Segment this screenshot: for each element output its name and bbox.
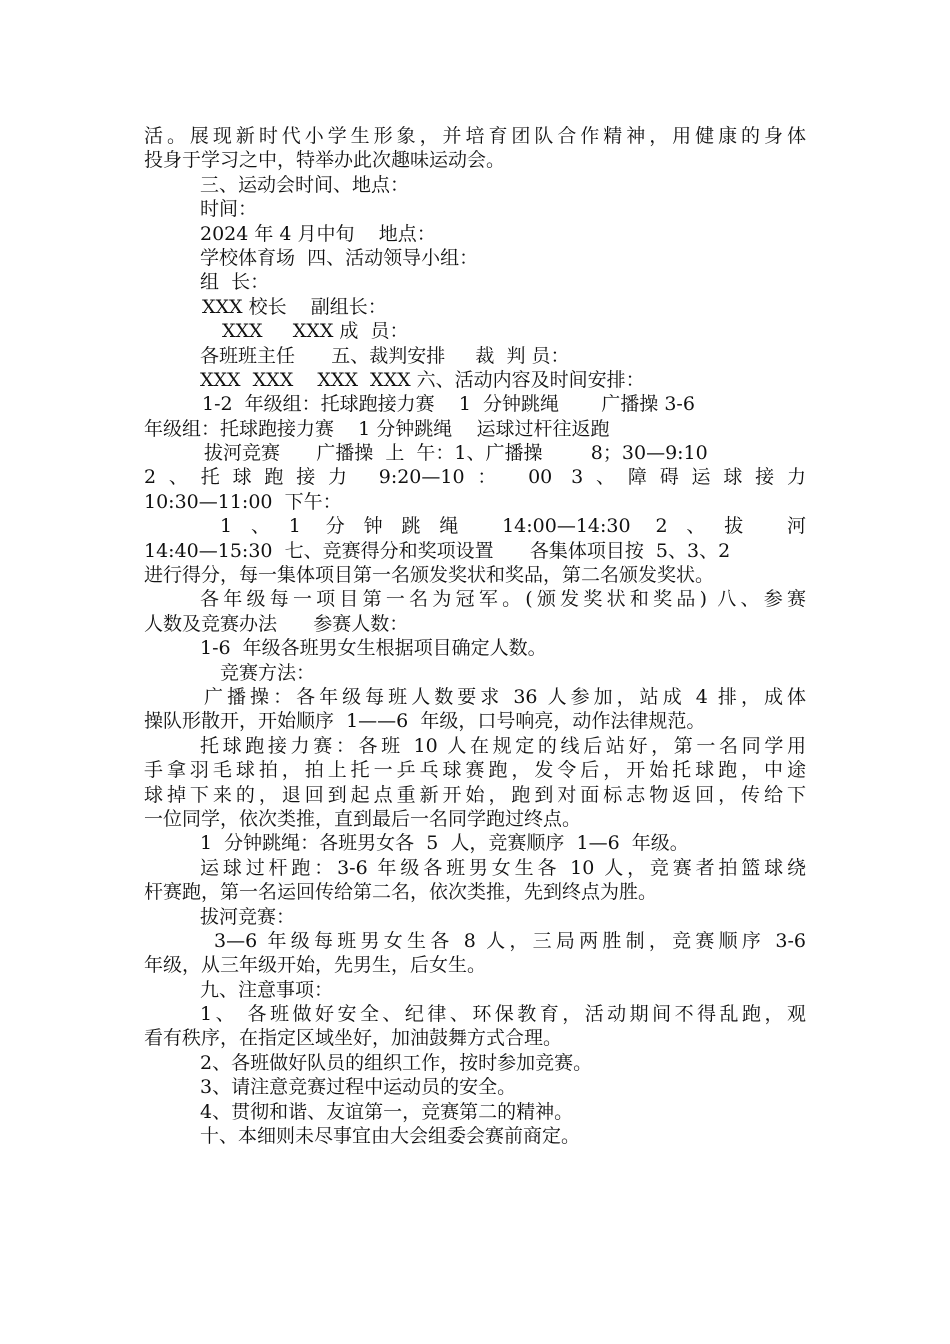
text-line: 球掉下来的，退回到起点重新开始，跑到对面标志物返回，传给下 xyxy=(144,783,806,806)
text-line: 投身于学习之中，特举办此次趣味运动会。 xyxy=(144,149,506,172)
text-line: 拔河竞赛 广播操 上 午：1、广播操 8；30—9:10 xyxy=(204,442,708,465)
text-line: 各年级每一项目第一名为冠军。(颁发奖状和奖品) 八、参赛 xyxy=(200,588,806,611)
text-line: XXX XXX 成 员： xyxy=(222,320,409,343)
text-line: 年级组：托球跑接力赛 1 分钟跳绳 运球过杆往返跑 xyxy=(144,417,610,440)
text-line: 三、运动会时间、地点： xyxy=(200,173,410,196)
text-line: 手拿羽毛球拍，拍上托一乒乓球赛跑，发令后，开始托球跑，中途 xyxy=(144,759,806,782)
text-line: 14:40—15:30 七、竞赛得分和奖项设置 各集体项目按 5、3、2 xyxy=(144,539,731,562)
text-line: 4、贯彻和谐、友谊第一，竞赛第二的精神。 xyxy=(200,1100,574,1123)
text-line: XXX XXX XXX XXX 六、活动内容及时间安排： xyxy=(200,368,645,391)
text-line: 运球过杆跑：3-6 年级各班男女生各 10 人，竞赛者拍篮球绕 xyxy=(200,856,806,879)
text-line: 2024 年 4 月中旬 地点： xyxy=(200,222,436,245)
text-line: 组 长： xyxy=(200,271,270,294)
text-line: 3、请注意竞赛过程中运动员的安全。 xyxy=(200,1076,517,1099)
text-line: 一位同学，依次类推，直到最后一名同学跑过终点。 xyxy=(144,807,582,830)
text-line: 2、托球跑接力 9:20—10： 00 3、障碍运球接力 xyxy=(144,466,806,489)
text-line: 3—6 年级每班男女生各 8 人，三局两胜制，竞赛顺序 3-6 xyxy=(214,929,806,952)
text-line: 各班班主任 五、裁判安排 裁 判 员： xyxy=(200,344,570,367)
text-line: 看有秩序，在指定区域坐好，加油鼓舞方式合理。 xyxy=(144,1027,563,1050)
text-line: 九、注意事项： xyxy=(200,978,334,1001)
text-line: 杆赛跑，第一名运回传给第二名，依次类推，先到终点为胜。 xyxy=(144,881,658,904)
text-line: 进行得分，每一集体项目第一名颁发奖状和奖品，第二名颁发奖状。 xyxy=(144,564,715,587)
text-line: 学校体育场 四、活动领导小组： xyxy=(200,246,479,269)
text-line: XXX 校长 副组长： xyxy=(202,295,387,318)
document-body xyxy=(144,124,806,1148)
text-line: 竞赛方法： xyxy=(220,661,316,684)
text-line: 操队形散开，开始顺序 1——6 年级，口号响亮，动作法律规范。 xyxy=(144,710,706,733)
text-line: 拔河竞赛： xyxy=(200,905,296,928)
text-line: 1 分钟跳绳：各班男女各 5 人，竞赛顺序 1—6 年级。 xyxy=(200,832,689,855)
text-line: 1-2 年级组：托球跑接力赛 1 分钟跳绳 广播操 3-6 xyxy=(202,393,695,416)
text-line: 1、 各班做好安全、纪律、环保教育，活动期间不得乱跑，观 xyxy=(200,1003,806,1026)
text-line: 年级，从三年级开始，先男生，后女生。 xyxy=(144,954,487,977)
text-line: 十、本细则未尽事宜由大会组委会赛前商定。 xyxy=(200,1125,581,1148)
text-line: 托球跑接力赛：各班 10 人在规定的线后站好，第一名同学用 xyxy=(200,734,806,757)
text-line: 活。展现新时代小学生形象，并培育团队合作精神，用健康的身体 xyxy=(144,125,806,147)
text-line: 时间： xyxy=(200,198,258,221)
text-line: 1、1 分钟跳绳 14:00—14:30 2、拔 河 xyxy=(220,515,806,538)
text-line: 10:30—11:00 下午： xyxy=(144,490,342,513)
text-line: 2、各班做好队员的组织工作，按时参加竞赛。 xyxy=(200,1051,593,1074)
text-line: 1-6 年级各班男女生根据项目确定人数。 xyxy=(200,637,547,660)
text-line: 广播操：各年级每班人数要求 36 人参加，站成 4 排，成体 xyxy=(204,685,806,708)
text-line: 人数及竞赛办法 参赛人数： xyxy=(144,612,409,635)
